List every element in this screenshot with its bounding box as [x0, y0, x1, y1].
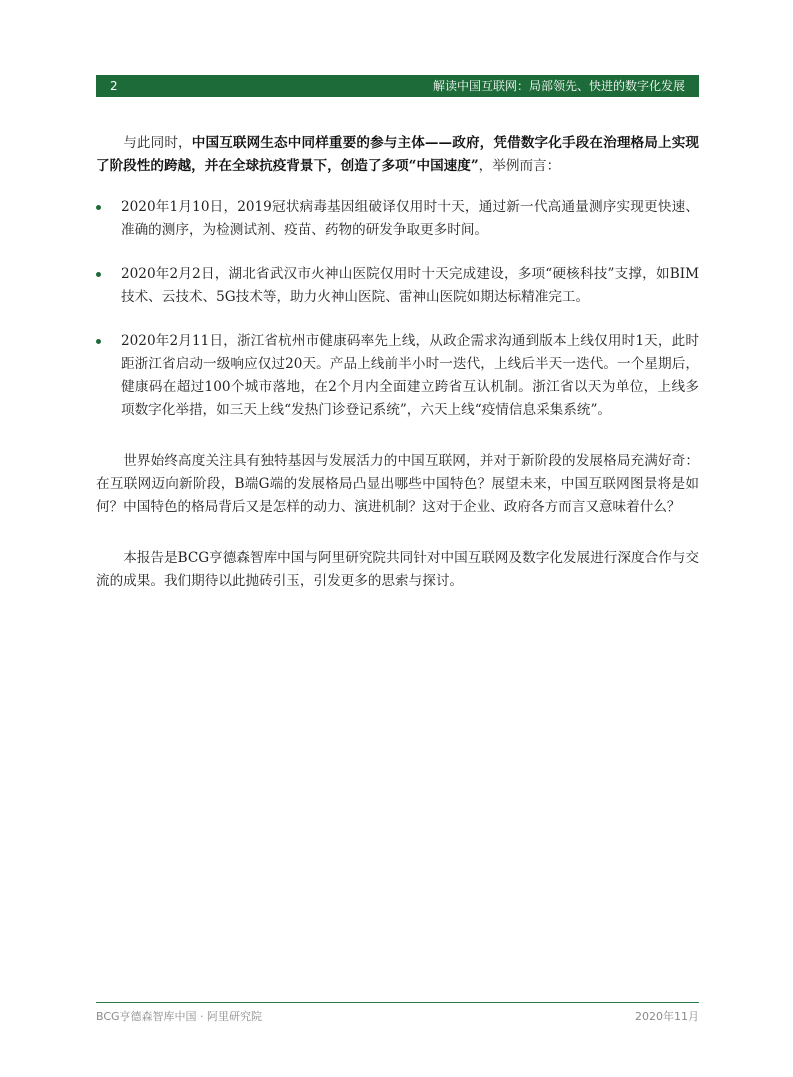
header-title: 解读中国互联网：局部领先、快进的数字化发展 [432, 79, 685, 93]
footer-date: 2020年11月 [635, 1010, 699, 1023]
page-number: 2 [110, 79, 118, 93]
bullet-text: 2020年2月11日，浙江省杭州市健康码率先上线，从政企需求沟通到版本上线仅用时1天，此时距浙江省启动一级响应仅过20天。产品上线前半小时一迭代，上线后半天一迭代。一个星期后，健康码在超过100个城市落地，在2个月内全面建立跨省互认机制。浙江省以天为单位，上线多项数字化举措，如三天上线“发热门诊登记系统”，六天上线“疫情信息采集系统”。 [121, 333, 699, 418]
footer-divider [96, 1002, 699, 1003]
intro-bold: 中国互联网生态中同样重要的参与主体——政府，凭借数字化手段在治理格局上实现了阶段性的跨越，并在全球抗疫背景下，创造了多项“中国速度” [96, 135, 699, 174]
footer-publisher: BCG亨德森智库中国 · 阿里研究院 [96, 1010, 263, 1023]
bullet-item [96, 330, 699, 422]
paragraph-report-intro: 本报告是BCG亨德森智库中国与阿里研究院共同针对中国互联网及数字化发展进行深度合作与交流的成果。我们期待以此抛砖引玉，引发更多的思索与探讨。 [96, 550, 699, 589]
page-header [96, 75, 699, 97]
intro-lead: 与此同时， [123, 135, 192, 151]
bullet-dot-icon [96, 205, 101, 210]
bullet-item [96, 263, 699, 309]
bullet-dot-icon [96, 272, 101, 277]
bullet-dot-icon [96, 339, 101, 344]
bullet-text: 2020年1月10日，2019冠状病毒基因组破译仅用时十天，通过新一代高通量测序实现更快速、准确的测序，为检测试剂、疫苗、药物的研发争取更多时间。 [121, 199, 699, 238]
paragraph-outlook: 世界始终高度关注具有独特基因与发展活力的中国互联网，并对于新阶段的发展格局充满好奇：在互联网迈向新阶段，B端G端的发展格局凸显出哪些中国特色？展望未来，中国互联网图景将是如何？中国特色的格局背后又是怎样的动力、演进机制？这对于企业、政府各方而言又意味着什么？ [96, 453, 699, 515]
bullet-text: 2020年2月2日，湖北省武汉市火神山医院仅用时十天完成建设，多项“硬核科技”支撑，如BIM技术、云技术、5G技术等，助力火神山医院、雷神山医院如期达标精准完工。 [121, 266, 699, 305]
intro-paragraph [96, 132, 699, 178]
body-content [96, 132, 699, 593]
intro-tail: ，举例而言： [478, 158, 561, 174]
bullet-item [96, 196, 699, 242]
